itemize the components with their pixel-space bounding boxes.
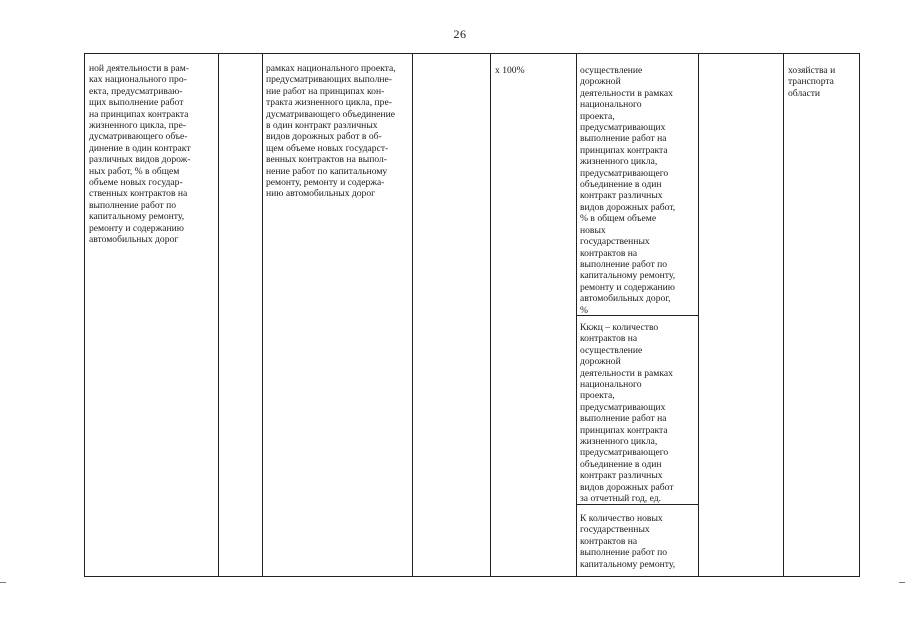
variable-definition-cell: Ккжц – количество контрактов на осуществление дорожной деятельности в рамках национального проекта, предусматривающих выполнение работ на принципах контракта жизненного цикла, предусматривающего объединение в один контракт различных видов дорожных работ за отчетный год, ед. bbox=[580, 322, 674, 505]
formula-cell: х 100% bbox=[495, 65, 525, 76]
indicator-name-cell: ной деятельности в рам- ках национального про- екта, предусматриваю- щих выполнение работ на принципах контракта жизненного цикла, пре- дусматривающего объе- динение в один контракт различных видов дорож- ных работ, % в общем объеме новых государ- ственных контрактов на выполнение работ по капитальному ремонту, ремонту и содержанию автомобильных дорог bbox=[89, 63, 191, 246]
column-divider bbox=[412, 54, 413, 576]
scan-edge-mark bbox=[899, 582, 905, 583]
column-divider bbox=[218, 54, 219, 576]
table-border-right bbox=[859, 54, 860, 576]
column-divider bbox=[490, 54, 491, 576]
indicator-table bbox=[84, 53, 860, 577]
indicator-definition-cell: рамках национального проекта, предусматривающих выполне- ние работ на принципах кон- тракта жизненного цикла, пре- дусматривающего объединение в один контракт различных видов дорожных работ в об- щем объеме новых государст- венных контрактов на выпол- нение работ по капитальному ремонту, ремонту и содержа- нию автомобильных дорог bbox=[266, 63, 396, 200]
variable-definition-cell: осуществление дорожной деятельности в рамках национального проекта, предусматривающих выполнение работ на принципах контракта жизненного цикла, предусматривающего объединение в один контракт различных видов дорожных работ, % в общем объеме новых государственных контрактов на выполнение работ по капитальному ремонту, ремонту и содержанию автомобильных дорог, % bbox=[580, 65, 676, 316]
column-divider bbox=[783, 54, 784, 576]
scan-edge-mark bbox=[0, 582, 6, 583]
variable-definition-cell: К количество новых государственных контрактов на выполнение работ по капитальному ремонту, bbox=[580, 513, 676, 570]
table-border-left bbox=[84, 54, 85, 576]
column-divider bbox=[262, 54, 263, 576]
page-number: 26 bbox=[453, 27, 467, 41]
column-divider bbox=[698, 54, 699, 576]
responsible-body-cell: хозяйства и транспорта области bbox=[788, 65, 836, 99]
